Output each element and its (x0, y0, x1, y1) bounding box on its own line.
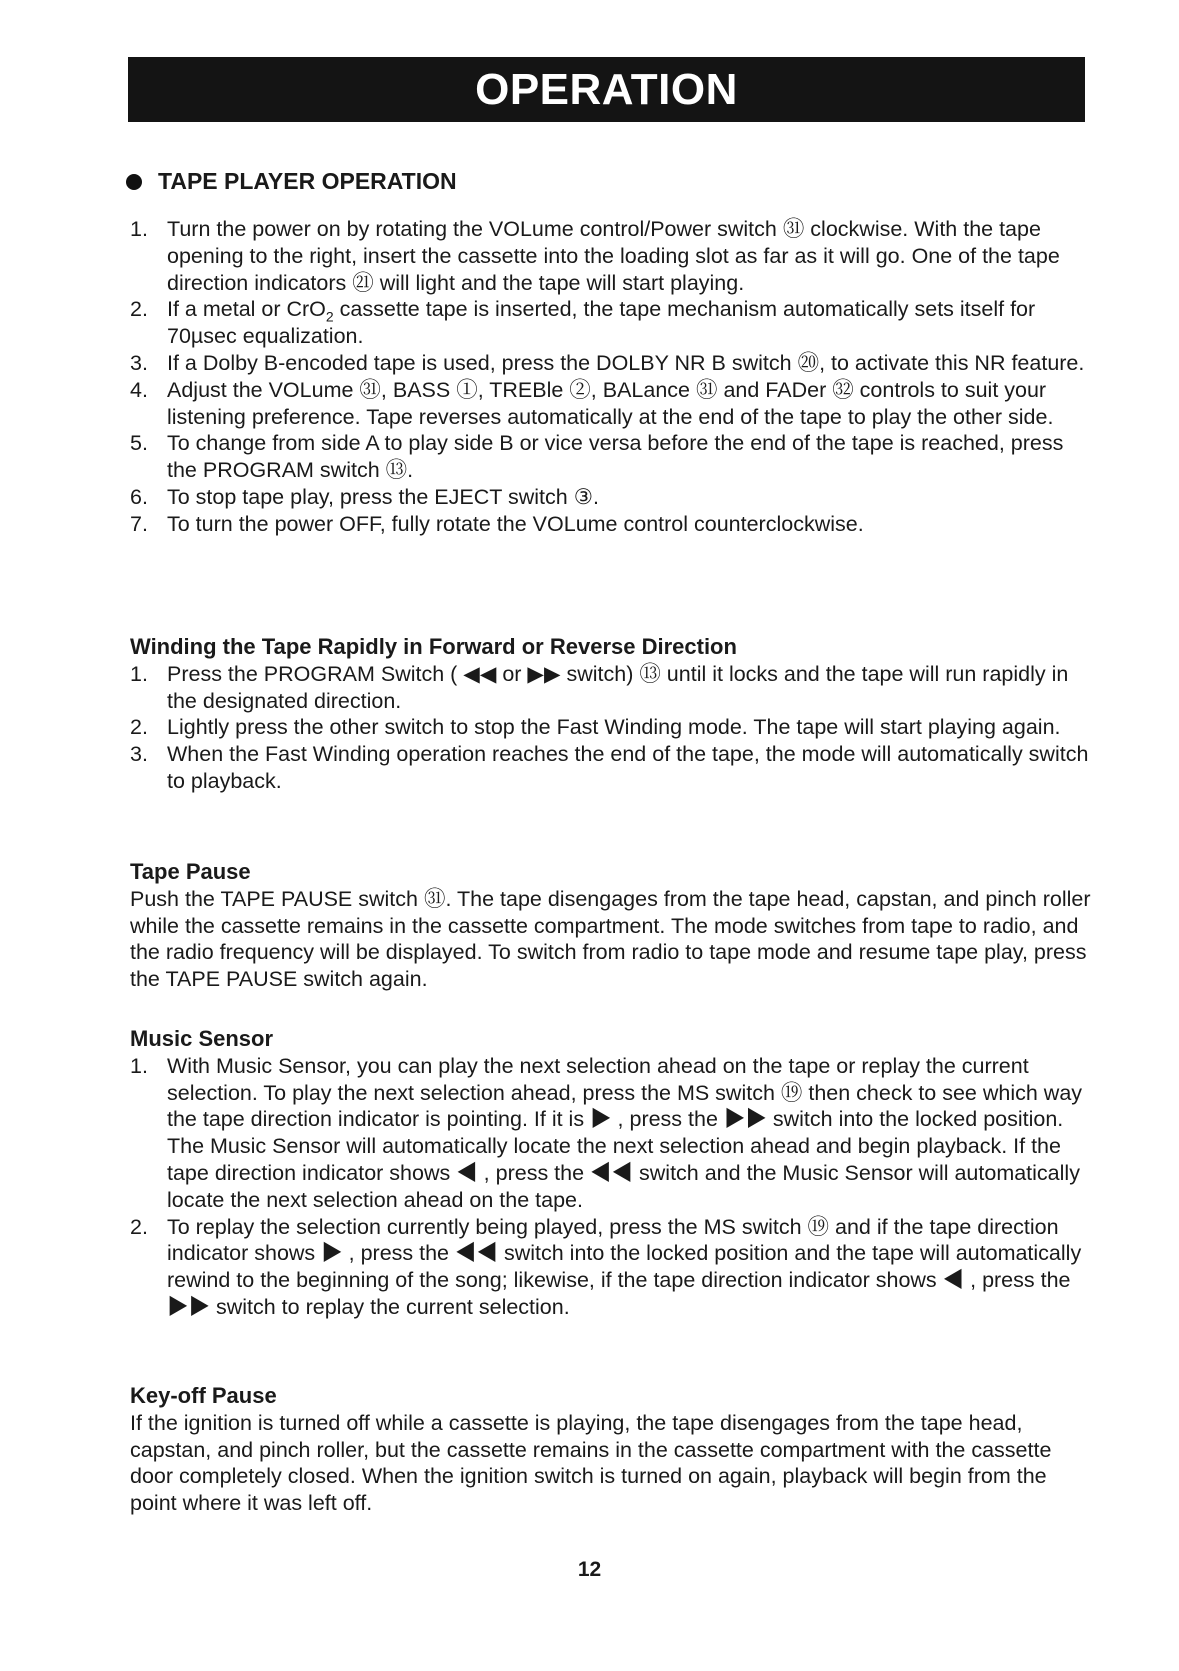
step-text-post: cassette tape is inserted, the tape mechanism automatically sets itself for 70µsec equalization. (167, 297, 1036, 349)
step-number: 3. (130, 350, 148, 375)
page-number: 12 (577, 1558, 602, 1581)
banner-title: OPERATION (475, 64, 738, 114)
step-number: 2. (130, 297, 148, 322)
list-item (130, 511, 1095, 538)
bullet-icon (126, 174, 142, 190)
list-item (130, 484, 1095, 511)
step-number: 2. (130, 715, 148, 740)
list-item (130, 350, 1095, 377)
step-text: To change from side A to play side B or vice versa before the end of the tape is reached, press the PROGRAM switch ⑬. (167, 431, 1064, 483)
step-text: To replay the selection currently being played, press the MS switch ⑲ and if the tape direction indicator shows ▶ , press the ◀◀ switch into the locked position and the tape will automatically rewind to the beginning of the song; likewise, if the tape direction indicator shows ◀ , press the ▶▶ switch to replay the current selection. (167, 1214, 1082, 1319)
step-number: 4. (130, 377, 148, 402)
keyoff-pause-text: If the ignition is turned off while a cassette is playing, the tape disengages from the tape head, capstan, and pinch roller, but the cassette remains in the cassette compartment with the cassette door completely closed. When the ignition switch is turned on again, playback will begin from the point where it was left off. (130, 1410, 1052, 1516)
keyoff-pause-section (130, 1383, 1095, 1517)
step-text: To turn the power OFF, fully rotate the VOLume control counterclockwise. (167, 511, 864, 536)
step-text: If a Dolby B-encoded tape is used, press the DOLBY NR B switch ⑳, to activate this NR feature. (167, 350, 1085, 375)
list-item (130, 741, 1095, 795)
step-number: 1. (130, 217, 148, 241)
music-sensor-title: Music Sensor (130, 1026, 274, 1051)
winding-section (130, 634, 1095, 795)
step-number: 1. (130, 1053, 148, 1078)
step-number: 1. (130, 661, 148, 686)
step-text: Press the PROGRAM Switch ( ◀◀ or ▶▶ switch) ⑬ until it locks and the tape will run rapidly in the designated direction. (167, 661, 1069, 713)
list-item (130, 377, 1095, 431)
list-item (130, 714, 1095, 741)
tape-pause-title: Tape Pause (130, 859, 251, 884)
list-item (130, 296, 1095, 350)
tape-player-steps (130, 216, 1095, 538)
music-sensor-section (130, 1026, 1095, 1321)
step-number: 5. (130, 431, 148, 456)
list-item (130, 216, 1095, 296)
subscript: 2 (325, 308, 334, 325)
list-item (130, 1214, 1095, 1321)
section-heading (126, 168, 457, 195)
step-text: Adjust the VOLume ㉛, BASS ①, TREBle ②, BALance ㉛ and FADer ㉜ controls to suit your listening preference. Tape reverses automatically at the end of the tape to play the other side. (167, 377, 1054, 429)
section-heading-text: TAPE PLAYER OPERATION (158, 168, 457, 194)
step-text-pre: If a metal or CrO (167, 297, 326, 322)
step-number: 7. (130, 511, 148, 536)
operation-banner (128, 57, 1085, 122)
keyoff-pause-title: Key-off Pause (130, 1383, 277, 1408)
winding-title: Winding the Tape Rapidly in Forward or Reverse Direction (130, 634, 737, 659)
step-number: 3. (130, 742, 148, 767)
step-text: With Music Sensor, you can play the next selection ahead on the tape or replay the current selection. To play the next selection ahead, press the MS switch ⑲ then check to see which way the tape direction indicator is pointing. If it is ▶ , press the ▶▶ switch into the locked position. The Music Sensor will automatically locate the next selection ahead and begin playback. If the tape direction indicator shows ◀ , press the ◀◀ switch and the Music Sensor will automatically locate the next selection ahead on the tape. (167, 1053, 1083, 1212)
list-item (130, 1053, 1095, 1214)
step-text: Turn the power on by rotating the VOLume control/Power switch ㉛ clockwise. With the tape opening to the right, insert the cassette into the loading slot as far as it will go. One of the tape direction indicators ㉑ will light and the tape will start playing. (167, 217, 1060, 295)
step-number: 6. (130, 484, 148, 509)
tape-pause-text: Push the TAPE PAUSE switch ㉛. The tape disengages from the tape head, capstan, and pinch roller while the cassette remains in the cassette compartment. The mode switches from tape to radio, and the radio frequency will be displayed. To switch from radio to tape mode and resume tape play, press the TAPE PAUSE switch again. (130, 886, 1091, 992)
step-number: 2. (130, 1214, 148, 1239)
step-text: Lightly press the other switch to stop the Fast Winding mode. The tape will start playing again. (167, 715, 1061, 740)
list-item (130, 661, 1095, 715)
tape-pause-section (130, 859, 1095, 993)
step-text: When the Fast Winding operation reaches the end of the tape, the mode will automatically switch to playback. (167, 742, 1089, 793)
step-text: To stop tape play, press the EJECT switch ③. (167, 484, 599, 509)
list-item (130, 430, 1095, 484)
